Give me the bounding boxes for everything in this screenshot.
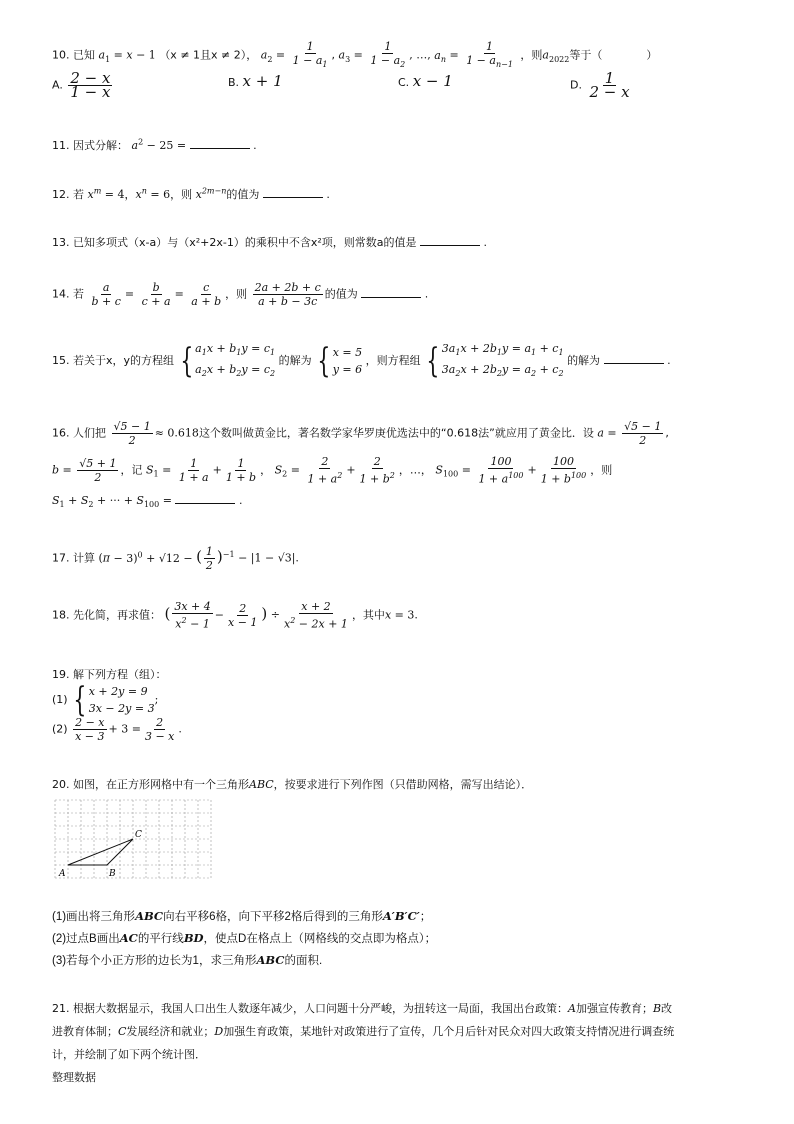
question-21-line3: 计，并绘制了如下两个统计图． xyxy=(52,1048,206,1061)
question-17: 17. 计算 $(\pi - 3)^0 + √12$ − ( $\frac{1}{2}$ )$^{-1}$ − |1 − √3|. xyxy=(52,545,299,572)
answer-blank[interactable] xyxy=(190,137,250,149)
option-c[interactable]: C. x − 1 xyxy=(398,72,453,90)
question-16: 16. 人们把 $\frac{√5 - 1}{2}$ ≈ 0.618这个数叫做黄金比，著名数学家华罗庚优选法中的“0.618法”就应用了黄金比．设 a = $\frac{√5 - 1}{2}$ , xyxy=(52,420,669,447)
point-label-b: B xyxy=(109,869,116,879)
question-21-line4: 整理数据 xyxy=(52,1071,96,1084)
question-19: 19. 解下列方程（组）： xyxy=(52,668,167,681)
question-14: 14. 若 $\frac{a}{b + c}$ = $\frac{b}{c + a}$ = $\frac{c}{a + b}$ ，则 $\frac{2a + 2b + c}{a + b - 3c}$ 的值为 . xyxy=(52,281,429,308)
question-18: 18. 先化简，再求值： ( $\frac{3x + 4}{x^2 - 1}$ − $\frac{2}{x - 1}$ ) ÷ $\frac{x + 2}{x^2 - 2x + 1}$ ，其中x = 3. xyxy=(52,600,418,631)
question-10: 10. 已知 $a_1 = x - 1$ （x ≠ 1且x ≠ 2）， $a_2$ = $\frac{1}{1 - a_1}$ , $a_3$ = $\frac{1}{1 - a_2}$ , …, $a_n$ = $\frac{1}{1 - a_{n-1}}$ ，则$a_{2022}$等于（ ） xyxy=(52,40,658,70)
question-20-step2: (2)过点B画出AC的平行线BD，使点D在格点上（网格线的交点即为格点）； xyxy=(52,931,437,945)
question-number: 10. xyxy=(52,48,70,62)
question-13: 13. 已知多项式（x-a）与（x²+2x-1）的乘积中不含x²项，则常数a的值是 . xyxy=(52,236,487,249)
question-21: 21. 根据大数据显示，我国人口出生人数逐年减少，人口问题十分严峻，为扭转这一局面，我国出台政策：A加强宣传教育；B改 xyxy=(52,1002,673,1015)
question-16-line2: b = $\frac{√5 + 1}{2}$ ，记 $S_1$ = $\frac{1}{1 + a}$ + $\frac{1}{1 + b}$ ， $S_2$ = $\frac{2}{1 + a^2}$ + $\frac{2}{1 + b^2}$ ，…， $S_{100}$ = $\frac{100}{1 + a^{100}}$ + $\frac{100}{1 + b^{100}}$ ，则 xyxy=(52,455,613,486)
answer-blank[interactable] xyxy=(361,286,421,298)
question-20-step1: (1)画出将三角形ABC向右平移6格，向下平移2格后得到的三角形A′B′C′； xyxy=(52,909,432,923)
question-12: 12. 若 $x^m = 4$，$x^n = 6$，则 $x^{2m-n}$的值为 . xyxy=(52,186,330,201)
question-15: 15. 若关于x，y的方程组 { $a_1x + b_1y = c_1$ $a_2x + b_2y = c_2$ 的解为 { x = 5 y = 6 ，则方程组 { $3a_1x + 2b_1y = a_1 + c_1$ $3a_2x + 2b_2y = a_2 + c_2$ 的解为 . xyxy=(52,341,671,382)
answer-blank[interactable] xyxy=(175,492,235,504)
question-20-step3: (3)若每个小正方形的边长为1，求三角形ABC的面积. xyxy=(52,953,323,967)
question-21-line2: 进教育体制；C发展经济和就业；D加强生育政策，某地针对政策进行了宣传，几个月后针对民众对四大政策支持情况进行调查统 xyxy=(52,1025,675,1038)
question-19-part2: (2) $\frac{2 - x}{x - 3}$ + 3 = $\frac{2}{3 - x}$ . xyxy=(52,716,182,743)
option-a[interactable]: A. $\frac{2 - x}{1 - x}$ xyxy=(52,69,111,101)
question-19-part1: (1) { x + 2y = 9 3x − 2y = 3 ; xyxy=(52,680,159,720)
option-b[interactable]: B. x + 1 xyxy=(228,72,283,90)
question-16-line3: $S_1 + S_2$ + ··· + $S_{100}$ = . xyxy=(52,494,243,510)
answer-blank[interactable] xyxy=(263,186,323,198)
option-d[interactable]: D. $\frac{1}{2 - x}$ xyxy=(570,69,630,101)
answer-blank[interactable] xyxy=(604,352,664,364)
question-20: 20. 如图，在正方形网格中有一个三角形ABC，按要求进行下列作图（只借助网格，需写出结论）． xyxy=(52,778,533,791)
question-11: 11. 因式分解： $a^2 - 25$ = . xyxy=(52,137,257,152)
grid-figure xyxy=(54,796,214,886)
point-label-c: C xyxy=(135,830,142,840)
answer-blank[interactable] xyxy=(420,234,480,246)
point-label-a: A xyxy=(59,869,66,879)
